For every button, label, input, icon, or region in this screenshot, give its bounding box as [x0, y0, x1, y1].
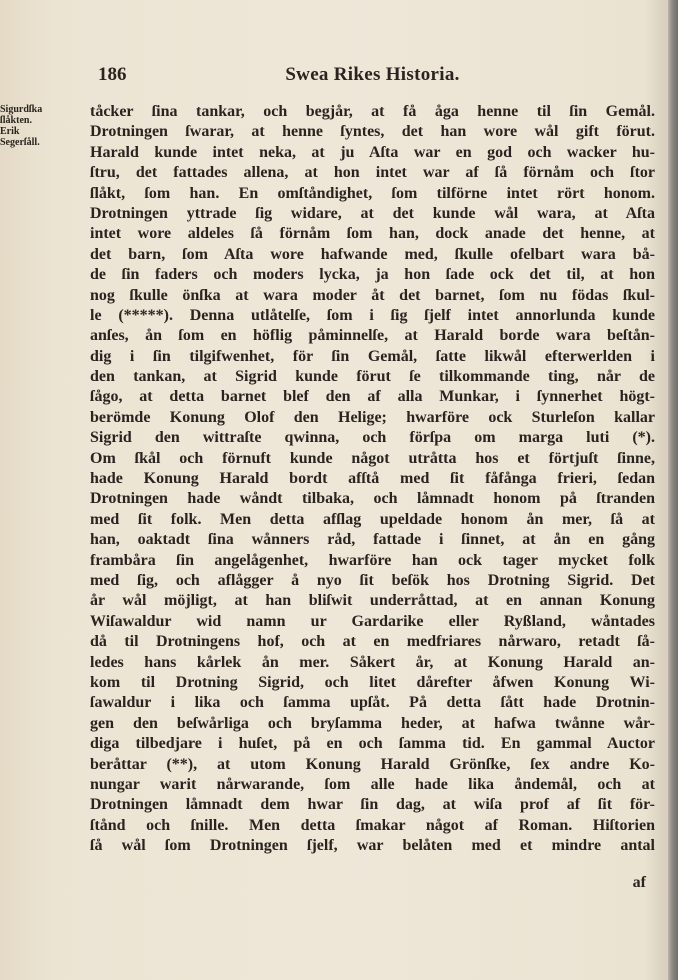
text-line: med ſig, och aflågger å nyo ſit beſök hos Drotning Sigrid. Det: [90, 571, 655, 589]
text-line: år wål möjligt, at han bliſwit underråttad, at en annan Konung: [90, 592, 655, 610]
margin-note: Segerſåll.: [0, 137, 40, 148]
text-line: diga tilbedjare i huſet, på en och ſamma tid. En gammal Auctor: [90, 735, 655, 753]
text-line: Drotningen låmnadt dem hwar ſin dag, at wiſa prof af ſit för-: [90, 796, 655, 814]
text-line: Drotningen ſwarar, at henne ſyntes, det han wore wål gift förut.: [90, 123, 655, 141]
text-line: hade Konung Harald bordt afſtå med ſit fåfånga frieri, ſedan: [90, 470, 655, 488]
margin-note: ſlåkten.: [0, 115, 32, 126]
text-line: nog ſkulle önſka at wara moder åt det barnet, ſom nu födas ſkul-: [90, 286, 655, 304]
running-title: Swea Rikes Historia.: [285, 64, 460, 85]
text-line: beråttar (**), at utom Konung Harald Grönſke, ſex andre Ko-: [90, 755, 655, 773]
text-line: anſes, ån ſom en höflig påminnelſe, at Harald borde wara beſtån-: [90, 327, 655, 345]
text-line: med ſit folk. Men detta afſlag upeldade honom ån mer, ſå at: [90, 510, 655, 528]
text-line: Harald kunde intet neka, at ju Aſta war en god och wacker hu-: [90, 143, 655, 161]
page-header: [90, 64, 655, 90]
text-line: han, oaktadt ſina wånners råd, fattade i ſinnet, at ån en gång: [90, 531, 655, 549]
text-line: frambåra ſin angelågenhet, hwarföre han ock tager mycket folk: [90, 551, 655, 569]
text-line: Drotningen yttrade ſig widare, at det kunde wål wara, at Aſta: [90, 204, 655, 222]
text-line: le (*****). Denna utlåtelſe, ſom i ſig ſjelf intet annorlunda kunde: [90, 306, 655, 324]
text-line: ledes hans kårlek ån mer. Såkert år, at Konung Harald an-: [90, 653, 655, 671]
text-line: ſtru, det fattades allena, at hon intet war af ſå förnåm och ſtor: [90, 164, 655, 182]
text-line: det barn, ſom Aſta wore hafwande med, ſkulle ofelbart wara bå-: [90, 245, 655, 263]
text-line: ſå wål ſom Drotningen ſjelf, war belåten med et mindre antal: [90, 837, 655, 855]
text-line: de ſin faders och moders lycka, ja hon ſade ock det til, at hon: [90, 266, 655, 284]
text-line: Drotningen hade wåndt tilbaka, och låmnadt honom på ſtranden: [90, 490, 655, 508]
catchword: af: [632, 874, 646, 891]
text-line: ſlåkt, ſom han. En omſtåndighet, ſom tilförne intet rört honom.: [90, 184, 655, 202]
text-line: Om ſkål och förnuft kunde något utråtta hos et förtjuſt ſinne,: [90, 449, 655, 467]
text-line: nungar warit nårwarande, ſom alle hade lika åndemål, och at: [90, 775, 655, 793]
margin-note: Sigurdſka: [0, 104, 43, 115]
text-line: Sigrid den wittraſte qwinna, och förſpa om marga luti (*).: [90, 429, 655, 447]
text-line: den tankan, at Sigrid kunde förut ſe tilkommande ting, når de: [90, 368, 655, 386]
page-number: 186: [98, 64, 127, 85]
text-line: ſtånd och ſnille. Men detta ſmakar något af Roman. Hiſtorien: [90, 816, 655, 834]
text-line: då til Drotningens hof, och at en medfriares nårwaro, retadt ſå-: [90, 633, 655, 651]
text-line: intet wore aldeles ſå förnåm ſom han, dock anade det henne, at: [90, 225, 655, 243]
margin-notes: [0, 104, 44, 148]
text-line: kom til Drotning Sigrid, och litet dårefter åfwen Konung Wi-: [90, 673, 655, 691]
margin-note: Erik: [0, 126, 20, 137]
text-line: ſawaldur i lika och ſamma upſåt. På detta ſått hade Drotnin-: [90, 694, 655, 712]
text-line: Wiſawaldur wid namn ur Gardarike eller Ryßland, wåntades: [90, 612, 655, 630]
text-line: ſågo, at detta barnet blef den af alla Munkar, i ſynnerhet högt-: [90, 388, 655, 406]
text-line: gen den beſwårliga och bryſamma heder, at hafwa twånne wår-: [90, 714, 655, 732]
body-text: [90, 102, 655, 856]
text-line: tåcker ſina tankar, och begjår, at få åga henne til ſin Gemål.: [90, 103, 655, 120]
page-edge: [668, 0, 678, 980]
text-line: dig i ſin tilgifwenhet, för ſin Gemål, ſatte likwål efterwerlden i: [90, 347, 655, 365]
text-line: berömde Konung Olof den Helige; hwarföre ock Sturleſon kallar: [90, 408, 655, 426]
